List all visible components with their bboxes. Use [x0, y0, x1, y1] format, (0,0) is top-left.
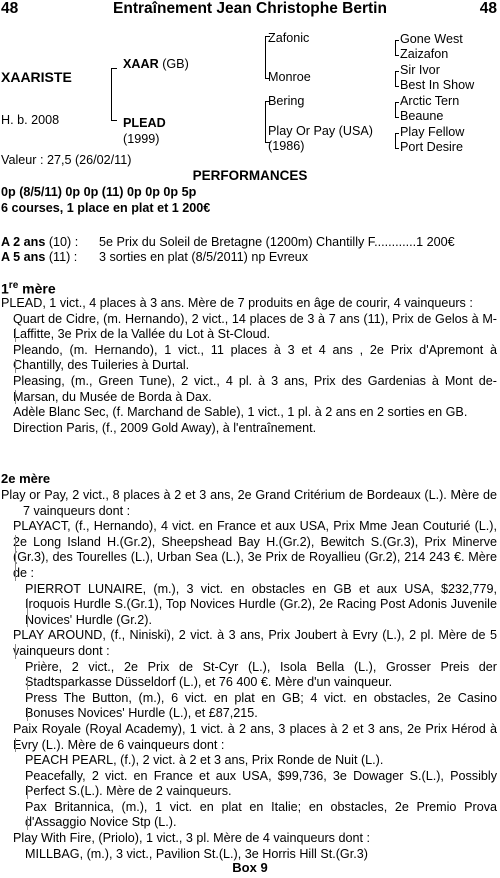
- horse-name: XAARISTE: [1, 69, 72, 85]
- record-5ans: A 5 ans (11) : 3 sorties en plat (8/5/2011) np Evreux: [1, 250, 309, 264]
- performances-line1: 0p (8/5/11) 0p 0p (11) 0p 0p 0p 5p: [1, 185, 197, 199]
- offspring-item: Pleando, (m. Hernando), 1 vict., 11 places à 3 et 4 ans , 2e Prix d'Apremont à Chantilly, des Tuileries à Durtal.: [13, 342, 497, 373]
- record-2ans: A 2 ans (10) : 5e Prix du Soleil de Bretagne (1200m) Chantilly F............1 200€: [1, 235, 455, 249]
- indent-rule: [15, 535, 16, 580]
- dam-dam: Play Or Pay (USA): [268, 124, 373, 138]
- offspring-item: Prière, 2 vict., 2e Prix de St-Cyr (L.), Isola Bella (L.), Grosser Preis der Stadtsparkasse Düsseldorf (L.), et 76 400 €. Mère d'un vainqueur.: [25, 659, 497, 690]
- page-header: [0, 0, 500, 22]
- bracket-line: [265, 36, 266, 79]
- offspring-item: Press The Button, (m.), 6 vict. en plat en GB; 4 vict. en obstacles, 2e Casino Bonuses Novices' Hurdle (L.), et £87,215.: [25, 690, 497, 721]
- bracket-line: [111, 68, 117, 69]
- offspring-item: Peacefally, 2 vict. en France et aux USA, $99,736, 3e Dowager S.(L.), Possibly Perfect S.(L.). Mère de 2 vainqueurs.: [25, 768, 497, 799]
- indent-rule: [15, 644, 16, 658]
- bracket-line: [395, 148, 399, 149]
- bracket-line: [395, 40, 396, 56]
- indent-rule: [15, 738, 16, 752]
- bracket-line: [111, 120, 117, 121]
- offspring-item: PIERROT LUNAIRE, (m.), 3 vict. en obstacles en GB et aux USA, $232,779, Iroquois Hurdle S.(Gr.1), Top Novices Hurdle (Gr.2), 2e Racing Post Adonis Juvenile Novices' Hurdle (Gr.2).: [25, 581, 497, 627]
- bracket-line: [395, 86, 399, 87]
- offspring-item: PLAY AROUND, (f., Niniski), 2 vict. à 3 ans, Prix Joubert à Evry (L.), 2 pl. Mère de 5 vainqueurs dont :: [13, 628, 497, 658]
- bracket-line: [395, 71, 399, 72]
- section-2e-mere: [1, 488, 497, 862]
- bracket-line: [395, 55, 399, 56]
- indent-rule: [27, 598, 28, 628]
- sire-sire: Zafonic: [268, 31, 310, 45]
- bracket-line: [395, 117, 399, 118]
- bracket-line: [265, 101, 266, 143]
- bracket-line: [111, 68, 112, 121]
- ancestor: Sir Ivor: [400, 63, 440, 77]
- offspring-item: Direction Paris, (f., 2009 Gold Away), à l'entraînement.: [13, 420, 317, 435]
- valeur: Valeur : 27,5 (26/02/11): [1, 153, 132, 167]
- bracket-line: [395, 102, 396, 118]
- bracket-line: [395, 71, 396, 87]
- dam-record: PLEAD, 1 vict., 4 places à 3 ans. Mère de 7 produits en âge de courir, 4 vainqueurs :: [1, 296, 473, 310]
- ancestor: Arctic Tern: [400, 94, 460, 108]
- offspring-item: Play With Fire, (Priolo), 1 vict., 3 pl. Mère de 4 vainqueurs dont :: [13, 831, 370, 846]
- dam: PLEAD: [123, 116, 166, 130]
- dam-dam-year: (1986): [268, 139, 305, 153]
- offspring-item: Pax Britannica, (m.), 1 vict. en plat en Italie; en obstacles, 2e Premio Prova d'Assaggio Novice Stp (L.).: [25, 799, 497, 830]
- ancestor: Port Desire: [400, 140, 463, 154]
- indent-rule: [15, 328, 16, 342]
- granddam-record: Play or Pay, 2 vict., 8 places à 2 et 3 ans, 2e Grand Critérium de Bordeaux (L.). Mère de 7 vainqueurs dont :: [1, 488, 497, 518]
- offspring-item: PLAYACT, (f., Hernando), 4 vict. en France et aux USA, Prix Mme Jean Couturié (L.), 2e Long Island H.(Gr.2), Sheepshead Bay H.(Gr.2), Bewitch S.(Gr.3), Prix Minerve (Gr.3), des Tourelles (L.), Urban Sea (L.), 3e Prix de Royallieu (Gr.2), 214 243 €. Mère de :: [13, 519, 497, 580]
- sire-dam: Monroe: [268, 70, 311, 84]
- section-1re-mere: [1, 296, 497, 436]
- indent-rule: [27, 816, 28, 830]
- page-number-left: 48: [1, 0, 19, 17]
- ancestor: Play Fellow: [400, 125, 465, 139]
- offspring-item: MILLBAG, (m.), 3 vict., Pavilion St.(L.), 3e Horris Hill St.(Gr.3): [25, 846, 368, 861]
- indent-rule: [15, 359, 16, 373]
- ancestor: Best In Show: [400, 78, 475, 92]
- page-title: Entraînement Jean Christophe Bertin: [113, 0, 387, 17]
- ancestor: Zaizafon: [400, 47, 449, 61]
- performances-heading: PERFORMANCES: [192, 168, 308, 183]
- indent-rule: [27, 785, 28, 799]
- sire: XAAR (GB): [123, 57, 189, 71]
- bracket-line: [395, 133, 396, 149]
- offspring-item: PEACH PEARL, (f.), 2 vict. à 2 et 3 ans, Prix Ronde de Nuit (L.).: [25, 753, 384, 768]
- section-mere2: 2e mère: [1, 471, 51, 486]
- page-footer: Box 9: [232, 860, 268, 875]
- offspring-item: Quart de Cidre, (m. Hernando), 2 vict., 14 places de 3 à 7 ans (11), Prix de Gelos à M-Laffitte, 3e Prix de la Vallée du Lot à St-Cloud.: [13, 311, 497, 342]
- indent-rule: [27, 676, 28, 690]
- horse-details: H. b. 2008: [1, 113, 60, 127]
- performances-line2: 6 courses, 1 place en plat et 1 200€: [1, 201, 211, 215]
- bracket-line: [395, 40, 399, 41]
- dam-sire: Bering: [268, 94, 305, 108]
- offspring-item: Adèle Blanc Sec, (f. Marchand de Sable), 1 vict., 1 pl. à 2 ans en 2 sorties en GB.: [13, 405, 468, 420]
- ancestor: Gone West: [400, 32, 463, 46]
- bracket-line: [395, 102, 399, 103]
- indent-rule: [27, 707, 28, 721]
- dam-year: (1999): [123, 132, 160, 146]
- offspring-item: Pleasing, (m., Green Tune), 2 vict., 4 pl. à 3 ans, Prix des Gardenias à Mont de-Marsan, du Musée de Borda à Dax.: [13, 373, 497, 404]
- bracket-line: [395, 133, 399, 134]
- indent-rule: [15, 390, 16, 404]
- page-number-right: 48: [479, 0, 497, 17]
- section-mere1: 1re mère: [1, 280, 56, 297]
- offspring-item: Paix Royale (Royal Academy), 1 vict. à 2 ans, 3 places à 2 et 3 ans, 2e Prix Hérod à Evry (L.). Mère de 6 vainqueurs dont :: [13, 721, 497, 752]
- ancestor: Beaune: [400, 109, 444, 123]
